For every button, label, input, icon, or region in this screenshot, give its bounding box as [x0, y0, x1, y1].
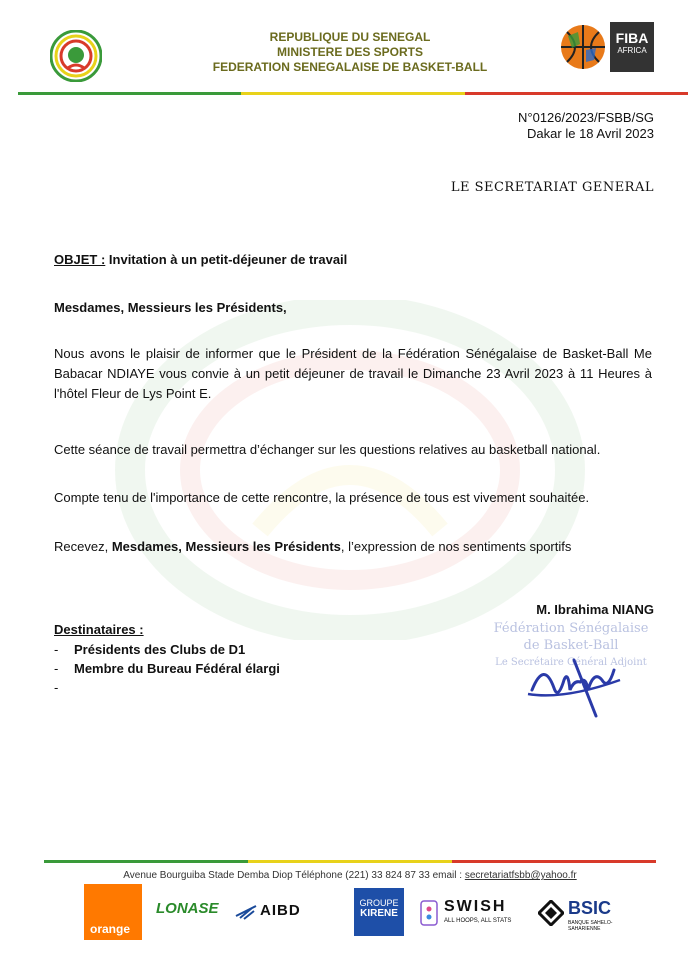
lonase-label: LONASE	[156, 900, 219, 917]
objet-text: Invitation à un petit-déjeuner de travail	[105, 252, 348, 267]
fiba-sub: AFRICA	[617, 46, 647, 55]
paragraph-invitation: Nous avons le plaisir de informer que le Président de la Fédération Sénégalaise de Basket-Ball Me Babacar NDIAYE vous convie à un petit déjeuner de travail le Dimanche 23 Avril 2023 à 11 Heures à l'hôtel Fleur de Lys Point E.	[54, 346, 652, 401]
paragraph-closing	[54, 537, 652, 557]
recipient-item: -	[54, 680, 59, 695]
swish-sub: ALL HOOPS, ALL STATS	[444, 918, 512, 924]
kirene-label-1: GROUPE	[359, 898, 399, 908]
closing-post: , l’expression de nos sentiments sportifs	[340, 539, 572, 554]
basketball-globe-icon	[558, 22, 608, 72]
stamp-line-2: de Basket-Ball	[523, 638, 619, 653]
footer-email-link[interactable]: secretariatfsbb@yahoo.fr	[464, 870, 577, 881]
salutation: Mesdames, Messieurs les Présidents,	[54, 300, 287, 315]
paragraph-purpose: Cette séance de travail permettra d’échanger sur les questions relatives au basketball national.	[54, 442, 601, 457]
kirene-label-2: KIRENE	[360, 908, 398, 919]
aibd-label: AIBD	[260, 902, 301, 919]
bsic-label: BSIC	[568, 898, 612, 918]
header-line-federation: FEDERATION SENEGALAISE DE BASKET-BALL	[212, 60, 488, 74]
recipient-item: - Membre du Bureau Fédéral élargi	[54, 661, 280, 676]
orange-label: orange	[90, 922, 131, 936]
closing-pre: Recevez,	[54, 539, 112, 554]
footer-address-text: Avenue Bourguiba Stade Demba Diop Téléphone (221) 33 824 87 33 email :	[123, 870, 465, 881]
swish-emblem-icon	[420, 900, 438, 926]
recipient-item: - Présidents des Clubs de D1	[54, 642, 246, 657]
header-line-republic: REPUBLIQUE DU SENEGAL	[269, 30, 431, 44]
bsic-sub: BANQUE SAHELO-SAHARIENNE	[568, 920, 613, 932]
recipients-list	[54, 640, 280, 697]
stamp-line-3: Le Secrétaire Général Adjoint	[495, 657, 647, 668]
fsbb-logo	[50, 30, 102, 82]
place-date: Dakar le 18 Avril 2023	[527, 126, 654, 141]
recipient-label: Présidents des Clubs de D1	[74, 642, 246, 657]
bsic-diamond-icon	[538, 900, 564, 926]
stamp-line-1: Fédération Sénégalaise	[493, 621, 649, 636]
recipient-label: Membre du Bureau Fédéral élargi	[74, 661, 280, 676]
secretariat-heading: LE SECRETARIAT GENERAL	[450, 180, 654, 195]
handwritten-signature	[524, 650, 624, 720]
paragraph-attendance: Compte tenu de l'importance de cette rencontre, la présence de tous est vivement souhaitée.	[54, 490, 590, 505]
fiba-africa-logo	[558, 22, 654, 72]
orange-logo	[84, 884, 142, 940]
header-titles	[180, 30, 520, 75]
aibd-logo	[234, 902, 334, 928]
tricolor-divider	[18, 92, 688, 95]
footer-address	[44, 870, 656, 881]
reference-block	[518, 110, 654, 142]
sponsors-row	[84, 884, 644, 942]
header-line-ministry: MINISTERE DES SPORTS	[276, 45, 424, 59]
bsic-logo	[538, 898, 644, 932]
fiba-label: FIBA	[615, 30, 649, 46]
footer-tricolor	[44, 860, 656, 863]
fiba-badge	[610, 22, 654, 72]
airplane-icon	[234, 902, 258, 920]
signer-name: M. Ibrahima NIANG	[536, 602, 654, 617]
kirene-logo	[354, 888, 404, 936]
recipients-title: Destinataires :	[54, 622, 144, 637]
swish-logo	[420, 898, 530, 932]
lonase-logo	[156, 900, 226, 930]
swish-label: SWISH	[444, 898, 507, 915]
objet-label: OBJET :	[54, 252, 106, 267]
closing-bold: Mesdames, Messieurs les Présidents	[111, 539, 341, 554]
reference-number: N°0126/2023/FSBB/SG	[518, 110, 654, 125]
objet-line	[54, 250, 347, 270]
